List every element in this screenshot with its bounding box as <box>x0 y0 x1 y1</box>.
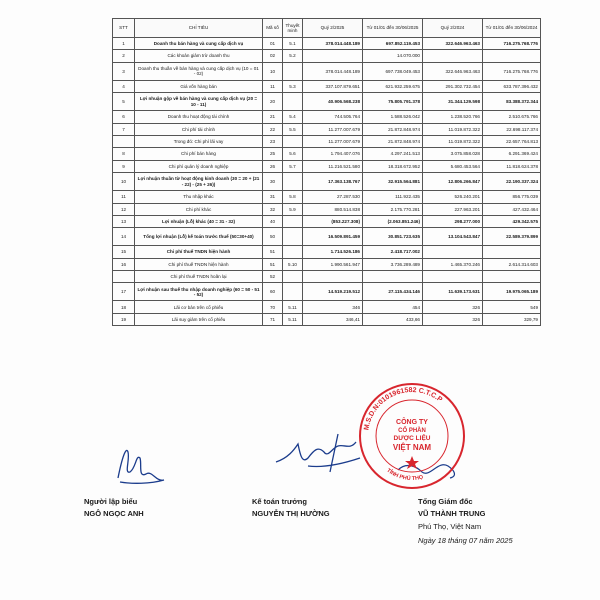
row-q2-2025 <box>303 50 363 62</box>
row-q2-2025: 11.216.521.580 <box>303 160 363 172</box>
row-indicator: Doanh thu thuần về bán hàng và cung cấp dịch vụ (10 = 01 - 02) <box>135 62 263 80</box>
preparer-name: NGÔ NGỌC ANH <box>84 509 144 518</box>
row-ytd-2024: 716.275.768.776 <box>483 62 541 80</box>
row-stt: 16 <box>113 258 135 270</box>
row-code: 52 <box>263 271 283 283</box>
stamp-bottom-text: TỈNH PHÚ THỌ <box>385 467 424 483</box>
row-q2-2024: 291.302.732.454 <box>423 80 483 92</box>
table-row <box>113 283 541 301</box>
row-stt: 8 <box>113 148 135 160</box>
table-row <box>113 62 541 80</box>
col-header-ytd-2025: Từ 01/01 đến 30/06/2025 <box>363 19 423 38</box>
row-ytd-2025: 697.738.049.453 <box>363 62 423 80</box>
row-stt: 3 <box>113 62 135 80</box>
col-header-q2-2025: Quý 2/2025 <box>303 19 363 38</box>
director-name: VŨ THÀNH TRUNG <box>418 509 486 518</box>
table-row <box>113 258 541 270</box>
row-note <box>283 215 303 227</box>
row-code: 26 <box>263 160 283 172</box>
preparer-signature <box>112 438 172 490</box>
row-code: 02 <box>263 50 283 62</box>
row-q2-2024: 1.238.520.766 <box>423 111 483 123</box>
accountant-title: Kế toán trưởng <box>252 497 307 506</box>
stamp-line-4: VIỆT NAM <box>392 443 432 452</box>
table-row <box>113 38 541 50</box>
row-q2-2025: 378.014.448.189 <box>303 38 363 50</box>
table-row <box>113 313 541 325</box>
row-stt <box>113 271 135 283</box>
row-note <box>283 93 303 111</box>
table-row <box>113 246 541 258</box>
stamp-line-3: DƯỢC LIỆU <box>393 435 431 442</box>
row-stt: 11 <box>113 191 135 203</box>
row-indicator: Doanh thu hoạt động tài chính <box>135 111 263 123</box>
row-indicator: Chi phí tài chính <box>135 123 263 135</box>
table-row <box>113 93 541 111</box>
table-row <box>113 135 541 147</box>
row-ytd-2024: 2.614.314.603 <box>483 258 541 270</box>
row-ytd-2025: 621.932.259.675 <box>363 80 423 92</box>
row-code: 31 <box>263 191 283 203</box>
row-stt: 19 <box>113 313 135 325</box>
row-q2-2025: 880.514.838 <box>303 203 363 215</box>
row-q2-2024: 31.344.129.598 <box>423 93 483 111</box>
table-row <box>113 203 541 215</box>
row-q2-2024 <box>423 50 483 62</box>
row-q2-2024: 12.806.266.847 <box>423 173 483 191</box>
row-ytd-2025: 30.851.723.635 <box>363 228 423 246</box>
table-row <box>113 50 541 62</box>
accountant-signature <box>268 428 368 478</box>
row-q2-2024: 326 <box>423 301 483 313</box>
row-q2-2025: (853.227.308) <box>303 215 363 227</box>
stamp-line-2: CỔ PHẦN <box>398 428 426 434</box>
row-ytd-2025: 111.922.435 <box>363 191 423 203</box>
row-indicator: Thu nhập khác <box>135 191 263 203</box>
table-row <box>113 271 541 283</box>
row-q2-2024: 3.075.858.028 <box>423 148 483 160</box>
row-code: 40 <box>263 215 283 227</box>
table-row <box>113 160 541 172</box>
row-note: 5.11 <box>283 313 303 325</box>
row-ytd-2025: 75.805.791.378 <box>363 93 423 111</box>
row-indicator: Tổng lợi nhuận (Lỗ) kế toán trước thuế (50=30+40) <box>135 228 263 246</box>
row-stt: 14 <box>113 228 135 246</box>
table-row <box>113 228 541 246</box>
row-ytd-2025: (2.063.851.246) <box>363 215 423 227</box>
row-stt: 4 <box>113 80 135 92</box>
company-stamp <box>356 380 468 492</box>
row-note: 5.1 <box>283 38 303 50</box>
row-ytd-2024: 329,79 <box>483 313 541 325</box>
row-indicator: Lợi nhuận thuần từ hoạt động kinh doanh (30 = 20 + (21 - 22) - (25 + 26)) <box>135 173 263 191</box>
row-q2-2025: 11.277.007.679 <box>303 123 363 135</box>
row-note: 5.4 <box>283 111 303 123</box>
row-ytd-2024 <box>483 246 541 258</box>
row-ytd-2024: 83.388.372.344 <box>483 93 541 111</box>
row-code: 50 <box>263 228 283 246</box>
row-ytd-2024: 429.342.575 <box>483 215 541 227</box>
row-q2-2025: 14.519.219.512 <box>303 283 363 301</box>
row-note <box>283 228 303 246</box>
col-header-ytd-2024: Từ 01/01 đến 30/06/2024 <box>483 19 541 38</box>
row-q2-2024: 322.646.963.463 <box>423 38 483 50</box>
row-q2-2025: 346 <box>303 301 363 313</box>
row-q2-2024: 5.680.453.564 <box>423 160 483 172</box>
row-ytd-2025: 21.872.848.974 <box>363 135 423 147</box>
row-ytd-2025: 454 <box>363 301 423 313</box>
row-note <box>283 271 303 283</box>
col-header-code: Mã số <box>263 19 283 38</box>
row-ytd-2025: 4.297.241.513 <box>363 148 423 160</box>
row-ytd-2025: 27.115.434.146 <box>363 283 423 301</box>
row-ytd-2025: 697.852.119.453 <box>363 38 423 50</box>
row-q2-2024: 322.646.963.463 <box>423 62 483 80</box>
row-ytd-2025: 18.318.672.952 <box>363 160 423 172</box>
income-statement-table <box>112 18 541 326</box>
stamp-ring-text: M.S.D.N:0101961582 C.T.C.P <box>363 386 444 431</box>
row-code: 70 <box>263 301 283 313</box>
col-header-q2-2024: Quý 2/2024 <box>423 19 483 38</box>
row-stt: 5 <box>113 93 135 111</box>
row-q2-2025: 378.014.448.189 <box>303 62 363 80</box>
row-stt: 17 <box>113 283 135 301</box>
row-note: 5.9 <box>283 203 303 215</box>
row-q2-2024: 1.465.370.246 <box>423 258 483 270</box>
row-indicator: Lãi cơ bản trên cổ phiếu <box>135 301 263 313</box>
row-ytd-2025: 433,66 <box>363 313 423 325</box>
row-q2-2024: 11.639.173.631 <box>423 283 483 301</box>
row-indicator: Chi phí quản lý doanh nghiệp <box>135 160 263 172</box>
row-indicator: Chi phí thuế TNDN hiện hành <box>135 258 263 270</box>
row-code: 22 <box>263 123 283 135</box>
row-q2-2024: 227.963.201 <box>423 203 483 215</box>
preparer-title: Người lập biểu <box>84 497 138 506</box>
row-ytd-2025: 14.070.000 <box>363 50 423 62</box>
row-code: 71 <box>263 313 283 325</box>
row-q2-2024: 326 <box>423 313 483 325</box>
row-ytd-2024: 2.510.675.766 <box>483 111 541 123</box>
table-row <box>113 301 541 313</box>
row-q2-2025: 1.990.561.947 <box>303 258 363 270</box>
row-note: 5.6 <box>283 148 303 160</box>
row-note: 5.10 <box>283 258 303 270</box>
row-ytd-2024: 22.698.117.374 <box>483 123 541 135</box>
table-row <box>113 173 541 191</box>
row-q2-2025: 27.287.530 <box>303 191 363 203</box>
row-stt: 15 <box>113 246 135 258</box>
row-note: 5.3 <box>283 80 303 92</box>
row-ytd-2024: 11.818.624.378 <box>483 160 541 172</box>
col-header-note: Thuyết minh <box>283 19 303 38</box>
row-ytd-2024: 856.775.039 <box>483 191 541 203</box>
row-q2-2024 <box>423 271 483 283</box>
row-code: 11 <box>263 80 283 92</box>
row-q2-2024: 11.019.872.322 <box>423 135 483 147</box>
row-q2-2024: 11.019.872.322 <box>423 123 483 135</box>
row-ytd-2025: 21.872.848.974 <box>363 123 423 135</box>
row-q2-2025 <box>303 271 363 283</box>
row-q2-2024 <box>423 246 483 258</box>
row-q2-2025: 40.906.568.238 <box>303 93 363 111</box>
row-note: 5.5 <box>283 123 303 135</box>
row-note: 5.8 <box>283 191 303 203</box>
row-indicator: Chi phí khác <box>135 203 263 215</box>
row-indicator: Lãi suy giảm trên cổ phiếu <box>135 313 263 325</box>
row-q2-2025: 1.714.526.186 <box>303 246 363 258</box>
row-ytd-2025 <box>363 271 423 283</box>
row-code: 51 <box>263 258 283 270</box>
row-stt: 6 <box>113 111 135 123</box>
svg-text:TỈNH PHÚ THỌ <box>385 468 424 482</box>
row-q2-2025: 1.794.407.076 <box>303 148 363 160</box>
row-indicator: Chi phí bán hàng <box>135 148 263 160</box>
row-stt: 1 <box>113 38 135 50</box>
table-header-row <box>113 19 541 38</box>
row-ytd-2025: 3.736.289.489 <box>363 258 423 270</box>
row-ytd-2024: 716.275.768.776 <box>483 38 541 50</box>
table-row <box>113 111 541 123</box>
director-title: Tổng Giám đốc <box>418 497 473 506</box>
row-code: 10 <box>263 62 283 80</box>
row-stt: 10 <box>113 173 135 191</box>
row-stt: 2 <box>113 50 135 62</box>
row-ytd-2025: 1.588.526.042 <box>363 111 423 123</box>
stamp-line-1: CÔNG TY <box>396 419 428 426</box>
row-ytd-2024: 633.787.396.432 <box>483 80 541 92</box>
row-ytd-2025: 2.175.770.281 <box>363 203 423 215</box>
row-code: 01 <box>263 38 283 50</box>
row-indicator: Các khoản giảm trừ doanh thu <box>135 50 263 62</box>
row-indicator: Chi phí thuế TNDN hiện hành <box>135 246 263 258</box>
row-indicator: Lợi nhuận gộp về bán hàng và cung cấp dịch vụ (20 = 10 - 11) <box>135 93 263 111</box>
row-code: 20 <box>263 93 283 111</box>
row-q2-2025: 337.107.879.651 <box>303 80 363 92</box>
row-indicator: Giá vốn hàng bán <box>135 80 263 92</box>
table-row <box>113 148 541 160</box>
row-q2-2024: 13.104.543.847 <box>423 228 483 246</box>
row-indicator: Chi phí thuế TNDN hoãn lại <box>135 271 263 283</box>
table-row <box>113 215 541 227</box>
row-code: 51 <box>263 246 283 258</box>
row-q2-2025: 16.509.891.459 <box>303 228 363 246</box>
row-stt: 9 <box>113 160 135 172</box>
row-code: 21 <box>263 111 283 123</box>
row-stt: 7 <box>113 123 135 135</box>
row-indicator: Trong đó: Chi phí lãi vay <box>135 135 263 147</box>
row-ytd-2024: 427.432.464 <box>483 203 541 215</box>
row-ytd-2024: 22.190.337.324 <box>483 173 541 191</box>
row-ytd-2024 <box>483 50 541 62</box>
row-indicator: Doanh thu bán hàng và cung cấp dịch vụ <box>135 38 263 50</box>
row-stt: 18 <box>113 301 135 313</box>
row-ytd-2025: 32.915.564.881 <box>363 173 423 191</box>
row-ytd-2024: 6.291.369.424 <box>483 148 541 160</box>
row-q2-2025: 11.277.007.679 <box>303 135 363 147</box>
accountant-name: NGUYỄN THỊ HƯỜNG <box>252 509 330 518</box>
row-ytd-2024: 549 <box>483 301 541 313</box>
row-stt <box>113 135 135 147</box>
row-note <box>283 135 303 147</box>
place-text: Phú Thọ, Việt Nam <box>418 522 482 531</box>
row-ytd-2024 <box>483 271 541 283</box>
row-note <box>283 62 303 80</box>
date-text: Ngày 18 tháng 07 năm 2025 <box>418 536 513 545</box>
row-stt: 12 <box>113 203 135 215</box>
row-indicator: Lợi nhuận sau thuế thu nhập doanh nghiệp (60 = 50 - 51 - 52) <box>135 283 263 301</box>
table-row <box>113 80 541 92</box>
row-stt: 13 <box>113 215 135 227</box>
row-indicator: Lợi nhuận (Lỗ) khác (40 = 31 - 32) <box>135 215 263 227</box>
row-ytd-2024: 19.975.065.189 <box>483 283 541 301</box>
row-q2-2024: 298.277.000 <box>423 215 483 227</box>
row-ytd-2024: 22.657.764.813 <box>483 135 541 147</box>
row-note: 5.2 <box>283 50 303 62</box>
row-note <box>283 283 303 301</box>
row-code: 60 <box>263 283 283 301</box>
row-code: 23 <box>263 135 283 147</box>
row-code: 25 <box>263 148 283 160</box>
col-header-stt: STT <box>113 19 135 38</box>
row-q2-2025: 744.505.764 <box>303 111 363 123</box>
row-ytd-2024: 22.589.379.899 <box>483 228 541 246</box>
row-q2-2024: 526.240.201 <box>423 191 483 203</box>
row-ytd-2025: 2.418.717.002 <box>363 246 423 258</box>
row-q2-2025: 17.363.138.767 <box>303 173 363 191</box>
row-code: 32 <box>263 203 283 215</box>
row-q2-2025: 346,41 <box>303 313 363 325</box>
row-note: 5.7 <box>283 160 303 172</box>
row-note <box>283 173 303 191</box>
stamp-star-icon <box>405 456 419 469</box>
row-note <box>283 246 303 258</box>
table-row <box>113 191 541 203</box>
row-code: 30 <box>263 173 283 191</box>
col-header-indicator: CHỈ TIÊU <box>135 19 263 38</box>
row-note: 5.11 <box>283 301 303 313</box>
table-row <box>113 123 541 135</box>
